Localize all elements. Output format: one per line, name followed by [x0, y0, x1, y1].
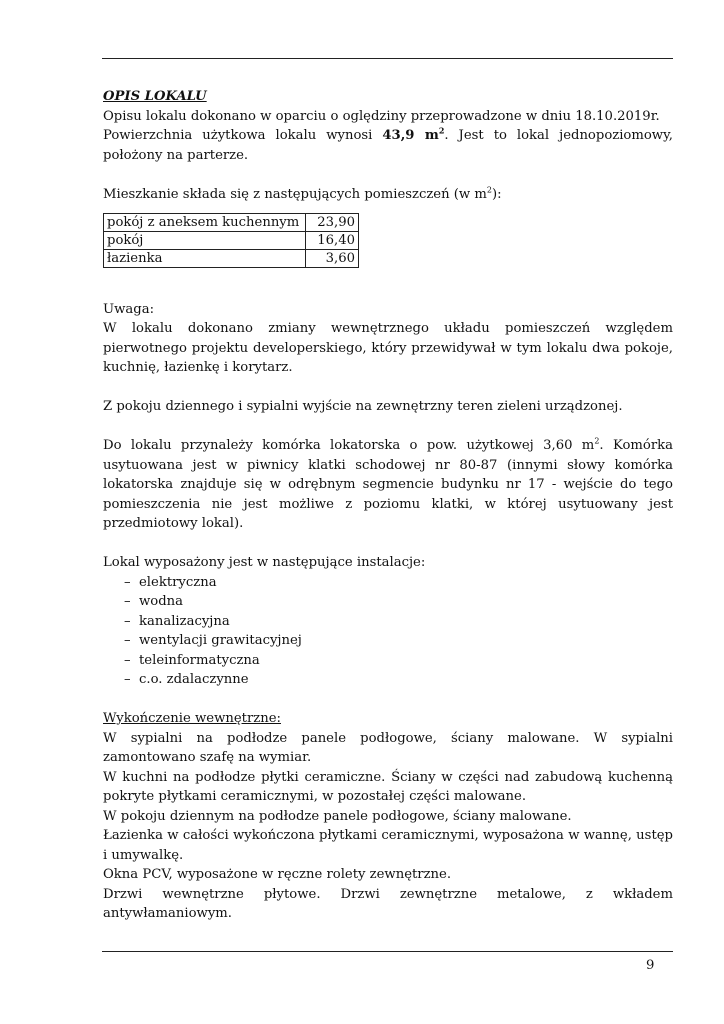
rooms-intro: Mieszkanie składa się z następujących pomieszczeń (w $m^2$):: [103, 185, 502, 202]
rooms-table: [103, 213, 359, 268]
document-body: [103, 87, 673, 924]
table-row: [104, 214, 359, 232]
table-row: [104, 250, 359, 268]
area-paragraph: [103, 126, 673, 165]
list-item: [124, 592, 673, 612]
list-dash: –: [124, 574, 131, 590]
note-text: W lokalu dokonano zmiany wewnętrznego układu pomieszczeń względem pierwotnego projektu developerskiego, który przewidywał w tym lokalu dwa pokoje, kuchnię, łazienkę i korytarz.: [103, 321, 673, 375]
list-item-text: teleinformatyczna: [139, 652, 260, 668]
exit-paragraph: Z pokoju dziennego i sypialni wyjście na zewnętrzny teren zieleni urządzonej.: [103, 399, 623, 414]
list-dash: –: [124, 652, 131, 668]
finishing-lines: [103, 729, 673, 924]
installations-list: [103, 573, 673, 690]
finishing-line: W kuchni na podłodze płytki ceramiczne. Ściany w części nad zabudową kuchenną pokryte płytkami ceramicznymi, w pozostałej części malowane.: [103, 769, 673, 804]
room-name: pokój: [104, 232, 306, 250]
list-item: [124, 612, 673, 632]
list-item-text: elektryczna: [139, 574, 217, 590]
list-item-text: wentylacji grawitacyjnej: [139, 633, 302, 648]
header-rule: [102, 58, 673, 59]
room-name: pokój z aneksem kuchennym: [104, 214, 306, 232]
list-item-text: wodna: [139, 594, 184, 609]
area-text-pre: Powierzchnia użytkowa lokalu wynosi: [103, 128, 373, 143]
list-item-text: c.o. zdalaczynne: [139, 672, 249, 687]
list-dash: –: [124, 613, 131, 629]
list-dash: –: [124, 594, 131, 609]
list-item: [124, 670, 673, 690]
page-number: 9: [646, 958, 655, 973]
inspection-date-line: Opisu lokalu dokonano w oparciu o oględziny przeprowadzone w dniu 18.10.2019r.: [103, 108, 660, 124]
finishing-line: Łazienka w całości wykończona płytkami ceramicznymi, wyposażona w wannę, ustęp i umywalkę.: [103, 828, 673, 863]
table-row: [104, 232, 359, 250]
room-area: 3,60: [306, 250, 359, 268]
finishing-line: Okna PCV, wyposażone w ręczne rolety zewnętrzne.: [103, 867, 452, 882]
installations-intro: Lokal wyposażony jest w następujące instalacje:: [103, 555, 426, 570]
note-label: Uwaga:: [103, 301, 155, 317]
list-item: [124, 573, 673, 593]
list-dash: –: [124, 633, 131, 648]
footer-rule: [102, 951, 673, 952]
area-value: 43,9 $m^2$: [382, 125, 445, 143]
section-heading: OPIS LOKALU: [103, 89, 207, 104]
finishing-line: Drzwi wewnętrzne płytowe. Drzwi zewnętrzne metalowe, z wkładem antywłamaniowym.: [103, 886, 673, 921]
storage-paragraph: Do lokalu przynależy komórka lokatorska o pow. użytkowej 3,60 $m^2$. Komórka usytuowana jest w piwnicy klatki schodowej nr 80-87 (innymi słowy komórka lokatorska znajduje się w odrębnym segmencie budynku nr 17 - wejście do tego pomieszczenia nie jest możliwe z poziomu klatki, w której usytuowany jest przedmiotowy lokal).: [103, 436, 673, 531]
list-item: [124, 651, 673, 671]
list-item: [124, 631, 673, 651]
list-item-text: kanalizacyjna: [139, 613, 230, 629]
room-area: 23,90: [306, 214, 359, 232]
finishing-line: W pokoju dziennym na podłodze panele podłogowe, ściany malowane.: [103, 808, 572, 824]
finishing-line: W sypialni na podłodze panele podłogowe, ściany malowane. W sypialni zamontowano szafę na wymiar.: [103, 730, 673, 765]
room-name: łazienka: [104, 250, 306, 268]
list-dash: –: [124, 672, 131, 687]
area-text-post: . Jest to lokal jednopoziomowy, położony na parterze.: [103, 128, 673, 163]
room-area: 16,40: [306, 232, 359, 250]
finishing-heading: Wykończenie wewnętrzne:: [103, 711, 281, 726]
